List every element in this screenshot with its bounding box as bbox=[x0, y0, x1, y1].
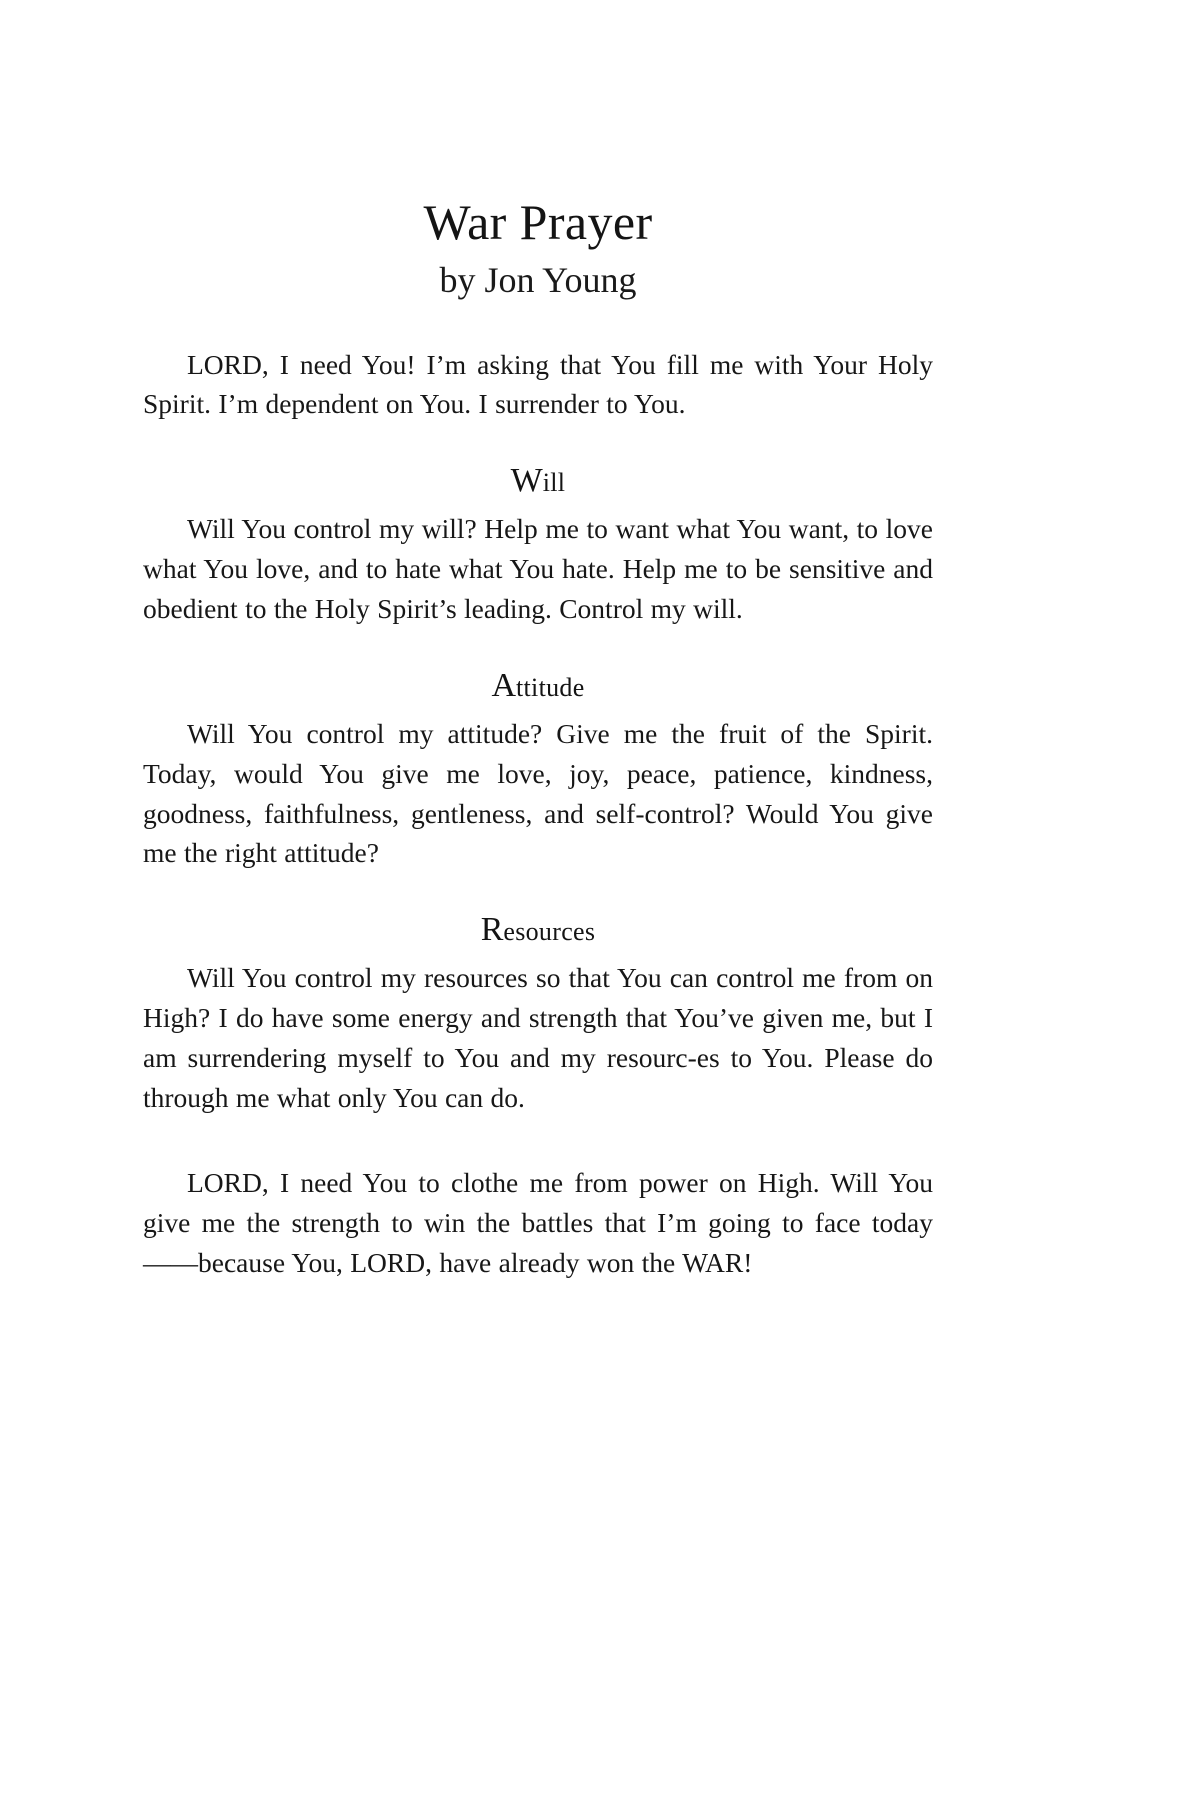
spacer bbox=[143, 704, 933, 714]
spacer bbox=[143, 629, 933, 667]
section-heading-remainder: ill bbox=[542, 468, 566, 498]
closing-paragraph: LORD, I need You to clothe me from power on High. Will You give me the strength to win the battles that I’m going to face today——because You, LORD, have already won the WAR! bbox=[143, 1167, 933, 1278]
section-body-resources: Will You control my resources so that You can control me from on High? I do have some energy and strength that You’ve given me, but I am surrendering myself to You and my resourc-es to You. Please do through me what only You can do. bbox=[143, 962, 933, 1113]
intro-paragraph: LORD, I need You! I’m asking that You fill me with Your Holy Spirit. I’m dependent on You. I surrender to You. bbox=[143, 348, 933, 420]
section-heading-initial: W bbox=[510, 462, 543, 500]
page-title: War Prayer bbox=[423, 194, 653, 250]
section-heading-remainder: ttitude bbox=[516, 672, 585, 702]
section-heading-remainder: esources bbox=[503, 916, 596, 946]
section-body-attitude: Will You control my attitude? Give me the fruit of the Spirit. Today, would You give me love, joy, peace, patience, kindness, goodness, faithfulness, gentleness, and self-control? Would You give me the right attitude? bbox=[143, 718, 933, 869]
author-byline: by Jon Young bbox=[439, 260, 637, 300]
section-heading-attitude bbox=[143, 667, 933, 704]
spacer bbox=[143, 1117, 933, 1163]
section-heading-will bbox=[143, 462, 933, 499]
section-heading-initial: R bbox=[480, 910, 504, 948]
spacer bbox=[143, 948, 933, 958]
spacer bbox=[143, 301, 933, 345]
section-heading-resources bbox=[143, 911, 933, 948]
section-heading-initial: A bbox=[491, 666, 516, 704]
spacer bbox=[143, 873, 933, 911]
spacer bbox=[143, 424, 933, 462]
page-content bbox=[143, 196, 933, 1283]
spacer bbox=[143, 499, 933, 509]
section-body-will: Will You control my will? Help me to want what You want, to love what You love, and to hate what You hate. Help me to be sensitive and obedient to the Holy Spirit’s leading. Control my will. bbox=[143, 513, 933, 624]
